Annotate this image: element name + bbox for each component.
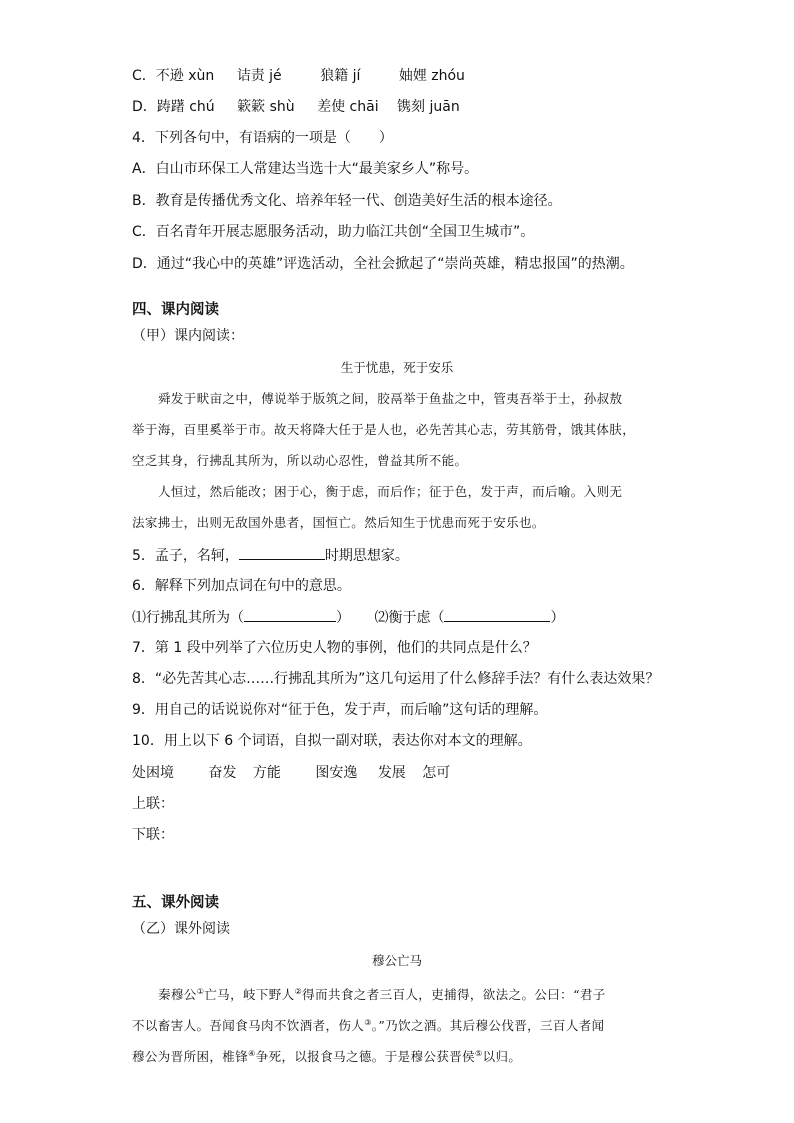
p2-l2-seg1: 不以畜害人。吾闻食马肉不饮酒者，伤人 bbox=[132, 1018, 365, 1034]
q3-d-word3: 差使 chāi bbox=[317, 99, 379, 115]
q6-item-2-close: ） bbox=[550, 610, 565, 626]
passage-2-line-2 bbox=[132, 1014, 662, 1035]
question-6-items bbox=[132, 607, 564, 628]
question-7: 7．第 1 段中列举了六位历史人物的事例，他们的共同点是什么？ bbox=[132, 640, 537, 656]
question-6: 6．解释下列加点词在句中的意思。 bbox=[132, 578, 351, 594]
passage-title-1: 生于忧患，死于安乐 bbox=[340, 360, 454, 375]
passage-1-line-1: 舜发于畎亩之中，傅说举于版筑之间，胶鬲举于鱼盐之中，管夷吾举于士，孙叔敖 bbox=[158, 391, 623, 406]
passage-2-line-1 bbox=[132, 983, 662, 1004]
question-5 bbox=[132, 545, 409, 566]
footnote-mark-4: ④ bbox=[248, 1049, 256, 1058]
q3-c-word1: C．不逊 xùn bbox=[132, 68, 215, 84]
q3-c-word3: 狼籍 jí bbox=[320, 68, 361, 84]
q4-stem: 4．下列各句中，有语病的一项是（ ） bbox=[132, 130, 393, 146]
word-6: 怎可 bbox=[422, 765, 451, 781]
q4-option-b: B．教育是传播优秀文化、培养年轻一代、创造美好生活的根本途径。 bbox=[132, 193, 562, 209]
footnote-mark-5: ⑤ bbox=[475, 1049, 483, 1058]
section-heading-4: 四、课内阅读 bbox=[132, 302, 219, 318]
footnote-mark-1: ① bbox=[196, 987, 205, 996]
passage-1-line-2: 举于海，百里奚举于市。故天将降大任于是人也，必先苦其心志，劳其筋骨，饿其体肤， bbox=[132, 422, 636, 437]
p2-l2-seg2: 。”乃饮之酒。其后穆公伐晋，三百人者闻 bbox=[371, 1018, 605, 1034]
word-2: 奋发 bbox=[208, 765, 237, 781]
q4-option-a: A．白山市环保工人常建达当选十大“最美家乡人”称号。 bbox=[132, 161, 479, 177]
question-10: 10．用上以下 6 个词语，自拟一副对联，表达你对本文的理解。 bbox=[132, 733, 532, 749]
q5-answer-blank[interactable] bbox=[239, 545, 325, 560]
question-9: 9．用自己的话说说你对“征于色，发于声，而后喻”这句话的理解。 bbox=[132, 702, 548, 718]
word-4: 图安逸 bbox=[315, 765, 358, 781]
section-4-subtitle: （甲）课内阅读： bbox=[132, 328, 244, 344]
word-1: 处困境 bbox=[132, 765, 174, 781]
p2-l3-seg1: 穆公为晋所困，椎锋 bbox=[132, 1049, 249, 1065]
passage-title-2: 穆公亡马 bbox=[371, 953, 422, 968]
footnote-mark-3: ③ bbox=[364, 1018, 372, 1027]
q6-item-2-blank[interactable] bbox=[444, 607, 550, 622]
q6-item-2: ⑵衡于虑（ bbox=[374, 610, 445, 626]
q6-item-1-blank[interactable] bbox=[244, 607, 336, 622]
q4-option-d: D．通过“我心中的英雄”评选活动，全社会掀起了“崇尚英雄，精忠报国”的热潮。 bbox=[132, 256, 634, 272]
p2-l1-seg1: 秦穆公 bbox=[158, 987, 197, 1003]
p2-l3-seg2: 争死，以报食马之德。于是穆公获晋侯 bbox=[255, 1049, 475, 1065]
q3-option-c bbox=[132, 66, 465, 86]
word-3: 方能 bbox=[252, 765, 281, 781]
q3-d-word2: 簌簌 shù bbox=[237, 99, 295, 115]
upper-couplet-label: 上联： bbox=[132, 796, 174, 812]
q5-text-before: 5．孟子，名轲， bbox=[132, 548, 239, 564]
question-8: 8．“必先苦其心志……行拂乱其所为”这几句运用了什么修辞手法？有什么表达效果？ bbox=[132, 671, 660, 687]
footnote-mark-2: ② bbox=[294, 987, 303, 996]
p2-l1-seg3: 得而共食之者三百人，吏捕得，欲法之。公曰：“君子 bbox=[302, 987, 606, 1003]
q10-word-list bbox=[132, 763, 450, 783]
section-heading-5: 五、课外阅读 bbox=[132, 895, 219, 911]
q3-option-d bbox=[132, 97, 460, 117]
q4-option-c: C．百名青年开展志愿服务活动，助力临江共创“全国卫生城市”。 bbox=[132, 224, 535, 240]
q3-d-word1: D．踌躇 chú bbox=[132, 99, 215, 115]
lower-couplet-label: 下联： bbox=[132, 827, 174, 843]
passage-1-line-5: 法家拂士，出则无敌国外患者，国恒亡。然后知生于忧患而死于安乐也。 bbox=[132, 515, 545, 530]
passage-2-line-3 bbox=[132, 1045, 662, 1066]
q3-c-word2: 诘责 jé bbox=[236, 68, 282, 84]
p2-l1-seg2: 亡马，岐下野人 bbox=[204, 987, 295, 1003]
q3-d-word4: 镌刻 juān bbox=[397, 99, 460, 115]
word-5: 发展 bbox=[377, 765, 406, 781]
q5-text-after: 时期思想家。 bbox=[324, 548, 409, 564]
p2-l3-seg3: 以归。 bbox=[482, 1049, 522, 1065]
passage-1-line-3: 空乏其身，行拂乱其所为，所以动心忍性，曾益其所不能。 bbox=[132, 453, 468, 468]
q6-item-1-close: ） bbox=[336, 610, 350, 626]
q6-item-1: ⑴行拂乱其所为（ bbox=[132, 610, 244, 626]
section-5-subtitle: （乙）课外阅读 bbox=[132, 921, 230, 937]
q3-c-word4: 妯娌 zhóu bbox=[398, 68, 465, 84]
passage-1-line-4: 人恒过，然后能改；困于心，衡于虑，而后作；征于色，发于声，而后喻。入则无 bbox=[158, 484, 623, 499]
